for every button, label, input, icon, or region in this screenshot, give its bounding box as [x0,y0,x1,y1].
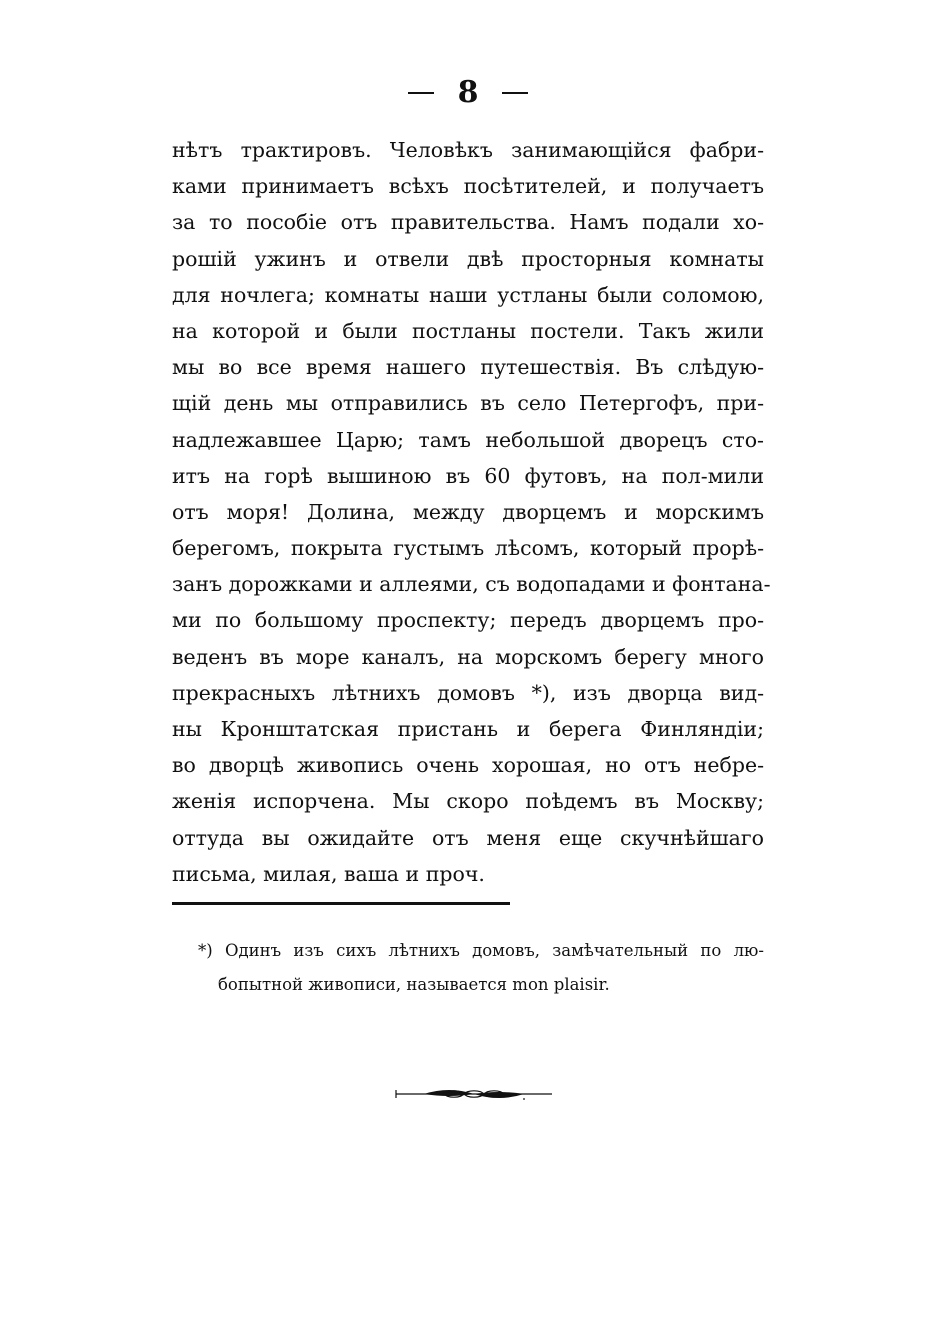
body-line: прекрасныхъ лѣтнихъ домовъ *), изъ дворца вид- [172,680,764,705]
footnote-line: *) Одинъ изъ сихъ лѣтнихъ домовъ, замѣчательный по лю- [198,941,764,960]
page-number-value: 8 [457,75,479,110]
body-line: рошій ужинъ и отвели двѣ просторныя комнаты [172,246,764,271]
body-line: нѣтъ трактировъ. Человѣкъ занимающійся фабри- [172,138,764,162]
body-line: ми по большому проспекту; передъ дворцемъ про- [172,608,764,633]
body-line: ны Кронштатская пристань и берега Финляндіи; [172,717,764,741]
body-line: оттуда вы ожидайте отъ меня еще скучнѣйшаго [172,825,764,850]
end-ornament-icon [394,1084,554,1104]
body-line: итъ на горѣ вышиною въ 60 футовъ, на пол-мили [172,463,764,488]
body-line: веденъ въ море каналъ, на морскомъ берегу много [172,644,764,669]
body-line: женія испорчена. Мы скоро поѣдемъ въ Москву; [172,789,764,814]
body-line: за то пособіе отъ правительства. Намъ подали хо- [172,210,764,235]
footnote-separator-rule [172,902,510,905]
body-text [172,132,771,892]
body-line: ками принимаетъ всѣхъ посѣтителей, и получаетъ [172,174,764,199]
body-line: для ночлега; комнаты наши устланы были соломою, [172,282,764,307]
body-line: письма, милая, ваша и проч. [172,861,485,886]
body-line: занъ дорожками и аллеями, съ водопадами и фонтана- [172,572,771,597]
page-number-dash-right [502,92,528,94]
body-line: щій день мы отправились въ село Петергофъ, при- [172,391,764,416]
body-line: мы во все время нашего путешествія. Въ слѣдую- [172,355,764,380]
body-line: берегомъ, покрыта густымъ лѣсомъ, который прорѣ- [172,536,764,561]
body-line: надлежавшее Царю; тамъ небольшой дворецъ сто- [172,427,764,452]
page-number [0,72,936,113]
body-line: отъ моря! Долина, между дворцемъ и морскимъ [172,499,764,524]
body-line: во дворцѣ живопись очень хорошая, но отъ небре- [172,753,764,778]
footnote [198,934,764,1002]
page-number-dash-left [408,92,434,94]
footnote-line: бопытной живописи, называется mon plaisir. [218,975,610,994]
body-line: на которой и были постланы постели. Такъ жили [172,318,764,343]
